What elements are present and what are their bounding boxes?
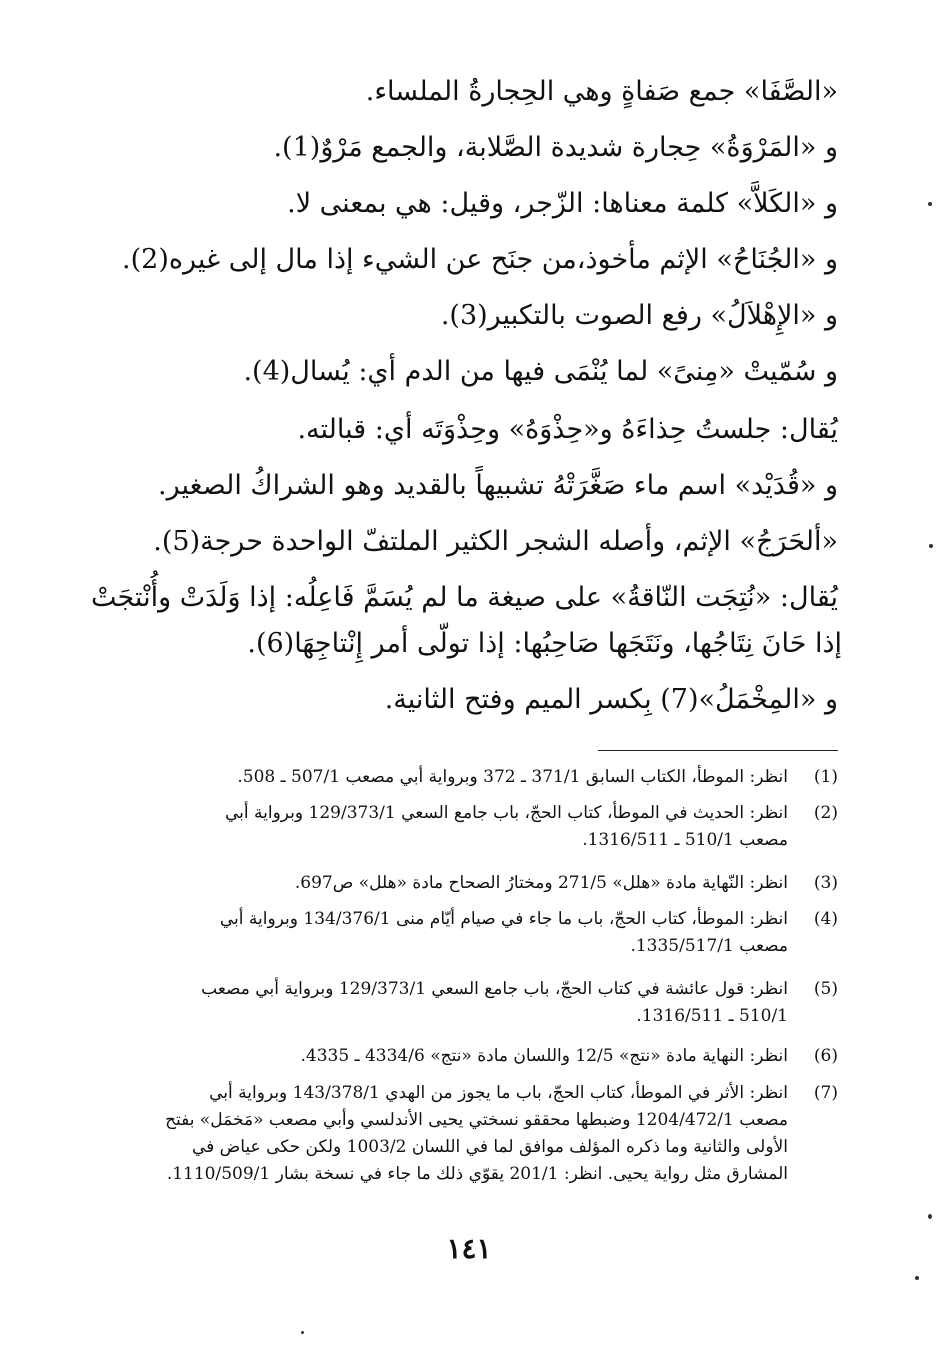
- footnote-7: [92, 1080, 838, 1188]
- footnote-line: انظر: الموطأ، الكتاب السابق 371/1 ـ 372 وبرواية أبي مصعب 507/1 ـ 508.: [237, 767, 788, 787]
- footnote-text: [92, 1043, 788, 1070]
- text-line-qudayd: و «قُدَيْد» اسم ماء صَغَّرَتْهُ تشبيهاً بالقديد وهو الشراكُ الصغير.: [158, 470, 838, 501]
- text-line-mina: و سُمّيتْ «مِنىً» لما يُنْمَى فيها من الدم أي: يُسال(4).: [243, 356, 838, 387]
- footnote-5: [92, 976, 838, 1030]
- footnote-text: [92, 1080, 788, 1188]
- footnote-2: [92, 800, 838, 854]
- text-line-haraj: «ألحَرَجُ» الإثم، وأصله الشجر الكثير الملتفّ الواحدة حرجة(5).: [153, 526, 838, 557]
- footnote-text: [92, 906, 788, 960]
- footnote-number: (3): [813, 873, 838, 893]
- footnote-line: انظر: النهاية مادة «نتج» 12/5 واللسان مادة «نتج» 4334/6 ـ 4335.: [300, 1046, 788, 1066]
- footnote-line: انظر: الأثر في الموطأ، كتاب الحجّ، باب ما يجوز من الهدي 143/378/1 وبرواية أبي: [209, 1083, 788, 1103]
- scan-speck: [928, 202, 932, 206]
- footnote-line: مصعب 510/1 ـ 1316/511.: [582, 830, 788, 850]
- text-line-kalla: و «الكَلاَّ» كلمة معناها: الزّجر، وقيل: هي بمعنى لا.: [287, 188, 838, 219]
- text-line-nutijat: يُقال: «نُتِجَت النّاقةُ» على صيغة ما لم يُسَمَّ فَاعِلُه: إذا وَلَدَتْ وأُنْتجَتْ: [90, 582, 838, 613]
- footnote-line: انظر: الموطأ، كتاب الحجّ، باب ما جاء في صيام أيّام منى 134/376/1 وبرواية أبي: [219, 909, 788, 929]
- footnote-number: (2): [813, 803, 838, 823]
- footnote-number: (4): [813, 909, 838, 929]
- footnote-3: [92, 870, 838, 897]
- footnote-line: مصعب 1335/517/1.: [630, 936, 788, 956]
- footnote-4: [92, 906, 838, 960]
- page-number: ١٤١: [446, 1232, 492, 1265]
- footnote-line: الأولى والثانية وما ذكره المؤلف موافق لما في اللسان 1003/2 ولكن حكى عياض في: [191, 1137, 788, 1157]
- footnote-line: المشارق مثل رواية يحيى. انظر: 201/1 يقوّي ذلك ما جاء في نسخة بشار 1110/509/1.: [166, 1164, 788, 1184]
- footnote-text: [92, 976, 788, 1030]
- scan-speck: [915, 1276, 919, 1280]
- text-line-junah: و «الجُنَاحُ» الإثم مأخوذ،من جنَح عن الشيء إذا مال إلى غيره(2).: [122, 244, 838, 275]
- text-line-mikhmal: و «المِخْمَلُ»(7) بِكسر الميم وفتح الثانية.: [384, 684, 838, 715]
- footnote-line: انظر: قول عائشة في كتاب الحجّ، باب جامع السعي 129/373/1 وبرواية أبي مصعب: [201, 979, 788, 999]
- footnote-line: انظر: النّهاية مادة «هلل» 271/5 ومختارُ الصحاح مادة «هلل» ص697.: [294, 873, 788, 893]
- footnote-line: مصعب 1204/472/1 وضبطها محققو نسختي يحيى الأندلسي وأبي مصعب «مَخمَل» بفتح: [165, 1110, 788, 1130]
- footnote-text: [92, 870, 788, 897]
- footnote-line: 510/1 ـ 1316/511.: [636, 1006, 788, 1026]
- footnote-6: [92, 1043, 838, 1070]
- text-line-nitaj: إذا حَانَ نِتَاجُها، ونَتَجَها صَاحِبُها: إذا تولّى أمر إِنْتاجِهَا(6).: [247, 628, 842, 659]
- footnote-number: (1): [813, 767, 838, 787]
- scan-speck: [929, 544, 933, 548]
- text-line-safa: «الصَّفَا» جمع صَفاةٍ وهي الحِجارةُ الملساء.: [365, 76, 838, 107]
- text-line-marwa: و «المَرْوَةُ» حِجارة شديدة الصَّلابة، والجمع مَرْوٌ(1).: [273, 132, 838, 163]
- footnote-line: انظر: الحديث في الموطأ، كتاب الحجّ، باب جامع السعي 129/373/1 وبرواية أبي: [224, 803, 788, 823]
- scan-speck: [928, 1214, 932, 1219]
- footnote-number: (5): [813, 979, 838, 999]
- footnote-number: (7): [813, 1083, 838, 1103]
- scan-speck: [301, 1331, 304, 1334]
- footnote-text: [92, 800, 788, 854]
- footnote-divider: [598, 750, 838, 751]
- text-line-ihlal: و «الإِهْلاَلُ» رفع الصوت بالتكبير(3).: [440, 300, 838, 331]
- footnote-number: (6): [813, 1046, 838, 1066]
- footnote-text: [92, 764, 788, 791]
- text-line-hidhaa: يُقال: جلستُ حِذاءَهُ و«حِذْوَهُ» وحِذْوَتَه أي: قبالته.: [297, 414, 838, 445]
- footnote-1: [92, 764, 838, 791]
